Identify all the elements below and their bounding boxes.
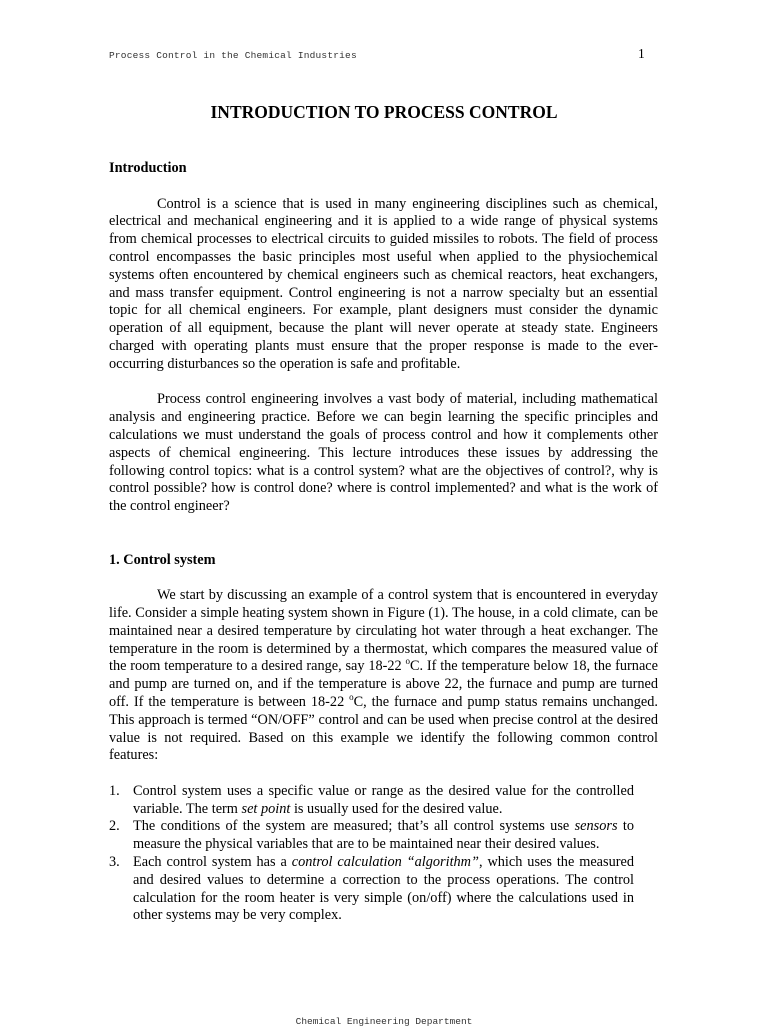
list-item-emphasis: set point [241, 800, 291, 817]
list-item-number: 3. [109, 854, 120, 871]
introduction-paragraph-2: Process control engineering involves a vast body of material, including mathematical analysis and engineering practice. Before we can begin learning the specific principles and calculations we must understand the goals of process control and how it complements other aspects of chemical engineering. This lecture introduces these issues by addressing the following control topics: what is a control system? what are the objectives of control?, why is control possible? how is control done? where is control implemented? and what is the work of the control engineer? [109, 391, 658, 515]
introduction-paragraph-1: Control is a science that is used in many engineering disciplines such as chemical, electrical and mechanical engineering and it is applied to a wide range of physical systems from chemical processes to electrical circuits to guided missiles to robots. The field of process control encompasses the basic principles most useful when applied to the physiochemical systems often encountered by chemical engineers such as chemical reactors, heat exchangers, and mass transfer equipment. Control engineering is not a narrow specialty but an essential topic for all chemical engineers. For example, plant designers must consider the dynamic operation of all equipment, because the plant will never operate at steady state. Engineers charged with operating plants must ensure that the proper response is made to the ever-occurring disturbances so the operation is safe and profitable. [109, 195, 658, 372]
running-head: Process Control in the Chemical Industries [109, 50, 357, 61]
list-item-text: to measure the physical variables that are to be maintained near their desired values. [133, 818, 635, 853]
list-item-number: 1. [109, 782, 120, 799]
list-item-text: Each control system has a [133, 854, 292, 871]
list-item-text: , which uses the measured and desired values to determine a correction to the process operations. The control calculation for the room heater is very simple (on/off) where the calculations used in other systems may be very complex. [133, 854, 634, 924]
list-item-text: Control system uses a specific value or range as the desired value for the controlled variable. The term [133, 782, 634, 817]
list-item-text: is usually used for the desired value. [290, 800, 503, 817]
list-item-emphasis: control calculation “algorithm” [291, 854, 479, 871]
list-item [109, 854, 634, 925]
introduction-heading: Introduction [109, 160, 187, 176]
list-item [109, 818, 634, 854]
list-item-number: 2. [109, 818, 120, 835]
control-features-list [109, 783, 634, 925]
degree-symbol: o [349, 691, 354, 702]
list-item [109, 783, 634, 819]
paragraph-text: C. If the temperature below 18, the furnace and pump are turned on, and if the temperature is above 22, the furnace and pump are turned off. If the temperature is between 18-22 [109, 658, 658, 710]
page-footer: Chemical Engineering Department [295, 1016, 473, 1027]
document-title: INTRODUCTION TO PROCESS CONTROL [210, 102, 558, 122]
degree-symbol: o [405, 656, 410, 667]
list-item-text: The conditions of the system are measured; that’s all control systems use [133, 818, 575, 835]
control-system-heading: 1. Control system [109, 551, 216, 568]
document-body [109, 160, 658, 925]
paragraph-text: We start by discussing an example of a control system that is encountered in everyday life. Consider a simple heating system shown in Figure (1). The house, in a cold climate, can be maintained near a desired temperature by circulating hot water through a heat exchanger. The temperature in the room is determined by a thermostat, which compares the measured value of the room temperature to a desired range, say 18-22 [109, 587, 658, 675]
control-system-paragraph [109, 587, 658, 765]
paragraph-text: C, the furnace and pump status remains unchanged. This approach is termed “ON/OFF” control and can be used when precise control at the desired value is not required. Based on this example we identify the following common control features: [109, 693, 658, 764]
page-number: 1 [638, 46, 645, 61]
list-item-emphasis: sensors [574, 818, 618, 835]
